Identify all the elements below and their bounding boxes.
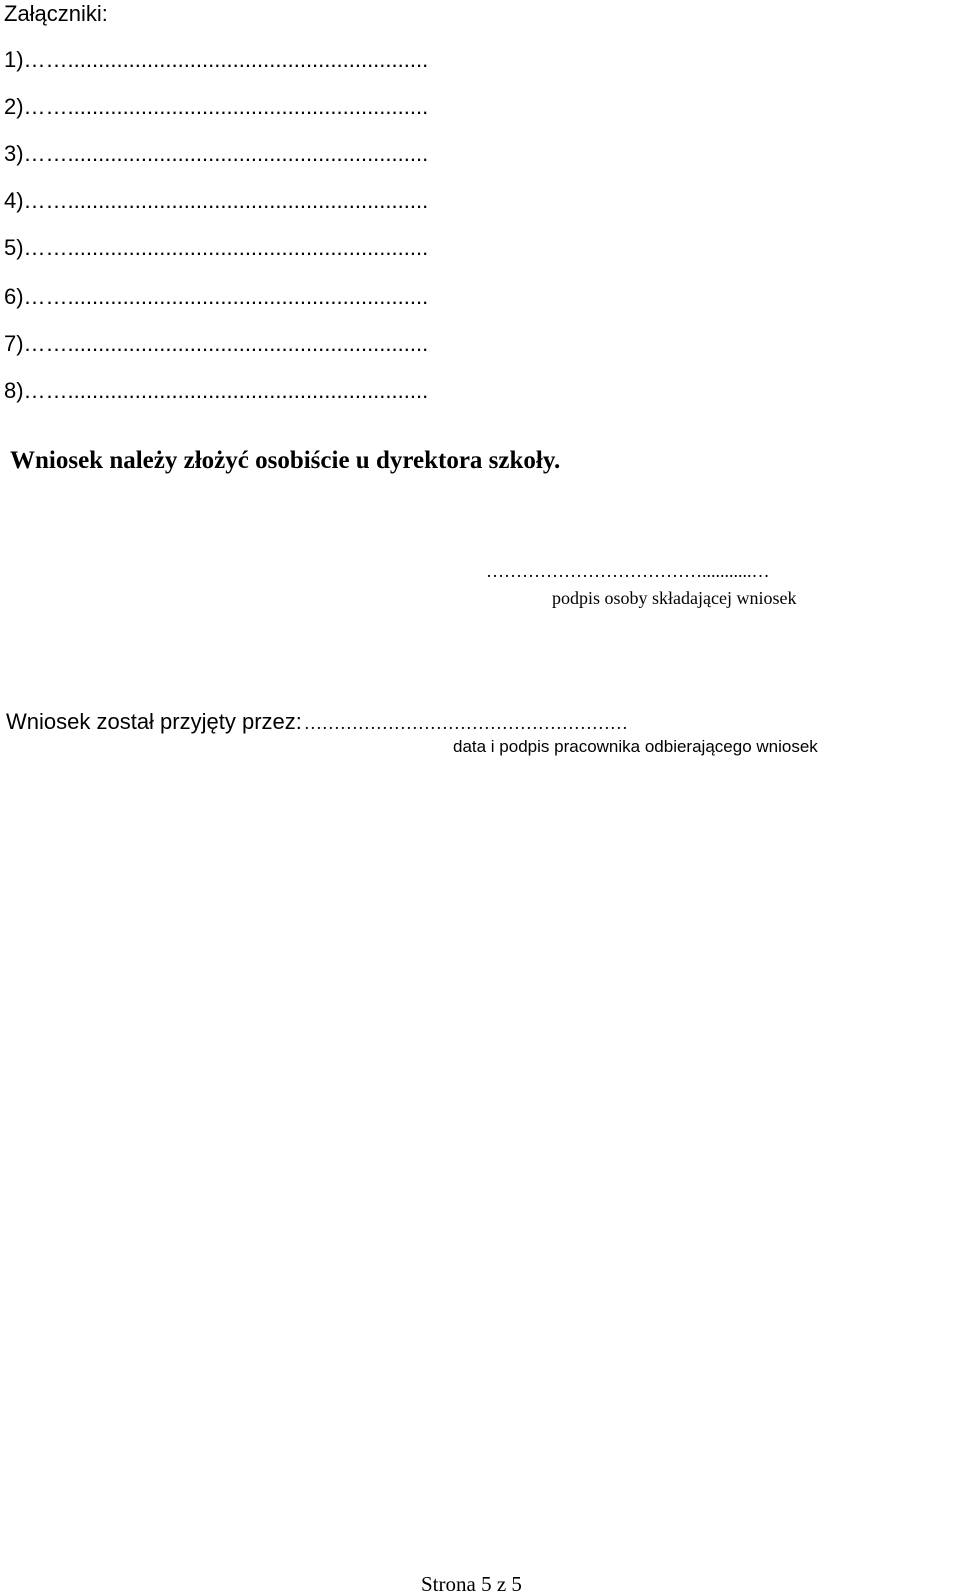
attachment-item-8: 8)……........................................................... — [4, 378, 429, 403]
submission-notice: Wniosek należy złożyć osobiście u dyrektora szkoły. — [10, 447, 561, 474]
acceptance-signature-line: ……………………………………………… — [303, 713, 628, 733]
attachment-item-2: 2)……........................................................... — [4, 94, 429, 119]
page-number: Strona 5 z 5 — [421, 1572, 522, 1596]
applicant-signature-line: ………………………………...........… — [486, 561, 770, 581]
attachments-heading: Załączniki: — [4, 1, 108, 26]
attachment-item-7: 7)……........................................................... — [4, 331, 429, 356]
staff-signature-caption: data i podpis pracownika odbierającego wniosek — [453, 737, 818, 756]
acceptance-row — [6, 708, 628, 737]
applicant-signature-caption: podpis osoby składającej wniosek — [552, 588, 797, 608]
attachment-item-6: 6)……........................................................... — [4, 284, 429, 309]
attachment-item-5: 5)……........................................................... — [4, 235, 429, 260]
acceptance-label: Wniosek został przyjęty przez: — [6, 709, 302, 734]
attachment-item-1: 1)……........................................................... — [4, 47, 429, 72]
attachment-item-4: 4)……........................................................... — [4, 188, 429, 213]
attachment-item-3: 3)……........................................................... — [4, 141, 429, 166]
